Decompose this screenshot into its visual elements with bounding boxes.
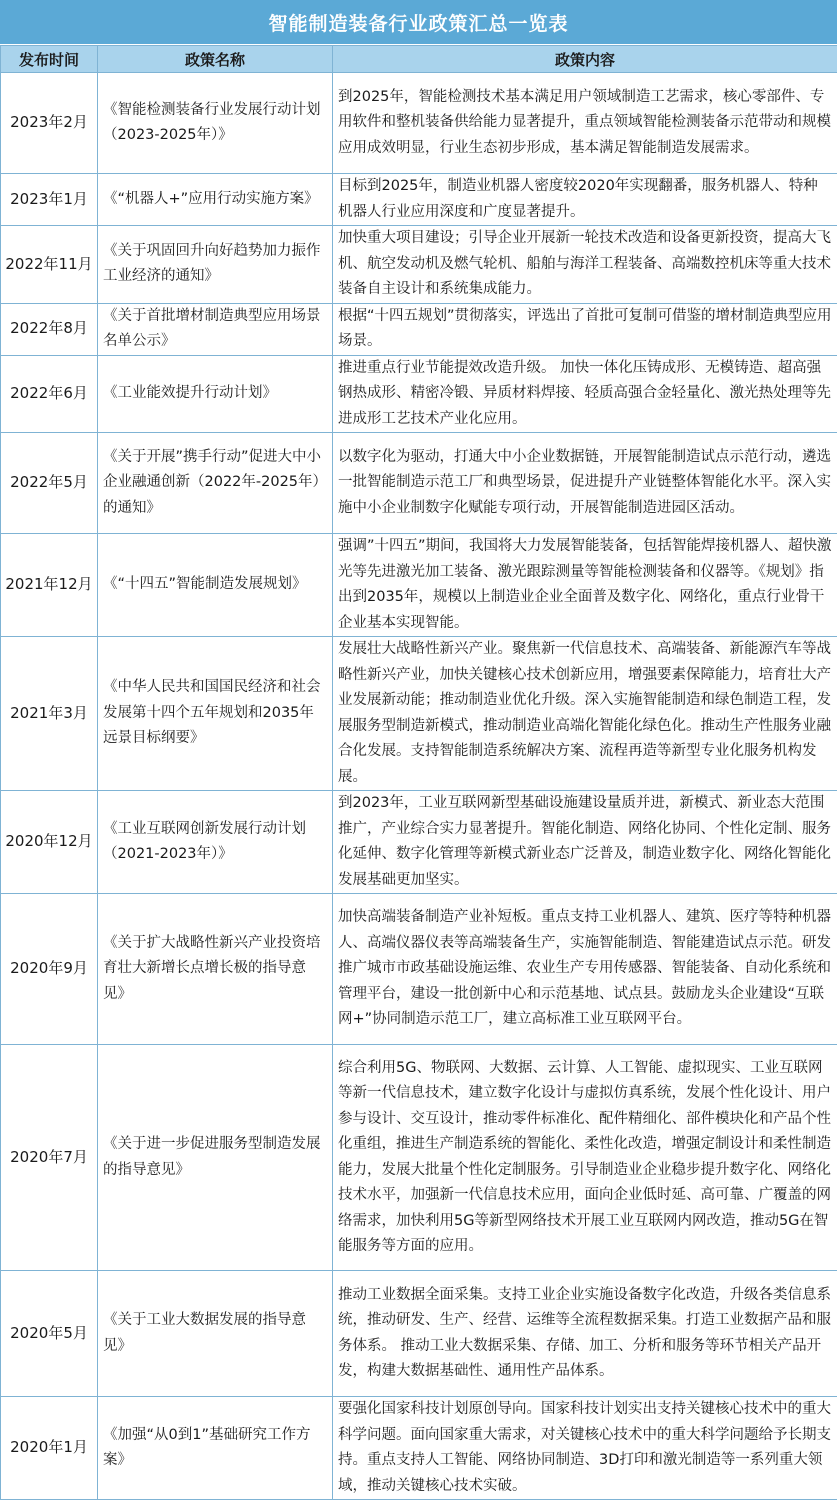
row-date: 2022年6月: [1, 355, 98, 433]
header-row: [1, 46, 837, 73]
row-policy-name: 《智能检测装备行业发展行动计划（2023-2025年）》: [98, 73, 333, 174]
row-policy-name: 《关于工业大数据发展的指导意见》: [98, 1271, 333, 1397]
row-policy-content: 到2025年，智能检测技术基本满足用户领域制造工艺需求，核心零部件、专用软件和整机装备供给能力显著提升，重点领域智能检测装备示范带动和规模应用成效明显，行业生态初步形成，基本满足智能制造发展需求。: [333, 73, 837, 174]
row-date: 2022年5月: [1, 433, 98, 534]
row-policy-content: 加快高端装备制造产业补短板。重点支持工业机器人、建筑、医疗等特种机器人、高端仪器仪表等高端装备生产，实施智能制造、智能建造试点示范。研发推广城市市政基础设施运维、农业生产专用传感器、智能装备、自动化系统和管理平台，建设一批创新中心和示范基地、试点县。鼓励龙头企业建设“互联网+”协同制造示范工厂，建立高标准工业互联网平台。: [333, 894, 837, 1045]
table-row: [1, 1045, 837, 1271]
table-row: [1, 534, 837, 637]
row-date: 2023年2月: [1, 73, 98, 174]
row-policy-name: 《关于进一步促进服务型制造发展的指导意见》: [98, 1045, 333, 1271]
row-policy-content: 要强化国家科技计划原创导向。国家科技计划实出支持关键核心技术中的重大科学问题。面向国家重大需求，对关键核心技术中的重大科学问题给予长期支持。重点支持人工智能、网络协同制造、3D打印和激光制造等一系列重大领域，推动关键核心技术实破。: [333, 1397, 837, 1500]
row-date: 2020年7月: [1, 1045, 98, 1271]
row-policy-name: 《“十四五”智能制造发展规划》: [98, 534, 333, 637]
table-row: [1, 226, 837, 304]
row-policy-name: 《中华人民共和国国民经济和社会发展第十四个五年规划和2035年远景目标纲要》: [98, 637, 333, 791]
row-policy-content: 目标到2025年，制造业机器人密度较2020年实现翻番，服务机器人、特种机器人行业应用深度和广度显著提升。: [333, 174, 837, 226]
row-policy-content: 根据“十四五规划”贯彻落实，评选出了首批可复制可借鉴的增材制造典型应用场景。: [333, 303, 837, 355]
row-date: 2023年1月: [1, 174, 98, 226]
table-row: [1, 637, 837, 791]
row-policy-name: 《工业能效提升行动计划》: [98, 355, 333, 433]
row-date: 2020年9月: [1, 894, 98, 1045]
row-policy-name: 《关于开展”携手行动”促进大中小企业融通创新（2022年-2025年）的通知》: [98, 433, 333, 534]
row-date: 2022年11月: [1, 226, 98, 304]
table-row: [1, 1271, 837, 1397]
row-date: 2022年8月: [1, 303, 98, 355]
table-row: [1, 303, 837, 355]
row-policy-content: 发展壮大战略性新兴产业。聚焦新一代信息技术、高端装备、新能源汽车等战略性新兴产业，加快关键核心技术创新应用，增强要素保障能力，培育壮大产业发展新动能；推动制造业优化升级。深入实施智能制造和绿色制造工程，发展服务型制造新模式，推动制造业高端化智能化绿色化。推动生产性服务业融合化发展。支持智能制造系统解决方案、流程再造等新型专业化服务机构发展。: [333, 637, 837, 791]
row-date: 2021年12月: [1, 534, 98, 637]
row-policy-name: 《“机器人+”应用行动实施方案》: [98, 174, 333, 226]
row-date: 2020年5月: [1, 1271, 98, 1397]
table-title: 智能制造装备行业政策汇总一览表: [0, 0, 837, 45]
row-policy-name: 《关于巩固回升向好趋势加力振作工业经济的通知》: [98, 226, 333, 304]
header-content: 政策内容: [333, 46, 837, 73]
table-row: [1, 1397, 837, 1500]
table-row: [1, 174, 837, 226]
table-row: [1, 791, 837, 894]
table-row: [1, 433, 837, 534]
row-policy-content: 加快重大项目建设；引导企业开展新一轮技术改造和设备更新投资，提高大飞机、航空发动机及燃气轮机、船舶与海洋工程装备、高端数控机床等重大技术装备自主设计和系统集成能力。: [333, 226, 837, 304]
row-date: 2020年12月: [1, 791, 98, 894]
policy-table: [0, 45, 837, 1500]
header-date: 发布时间: [1, 46, 98, 73]
row-policy-content: 推进重点行业节能提效改造升级。 加快一体化压铸成形、无模铸造、超高强钢热成形、精密冷锻、异质材料焊接、轻质高强合金轻量化、激光热处理等先进成形工艺技术产业化应用。: [333, 355, 837, 433]
table-row: [1, 894, 837, 1045]
row-policy-content: 强调”十四五”期间，我国将大力发展智能装备，包括智能焊接机器人、超快激光等先进激光加工装备、激光跟踪测量等智能检测装备和仪器等。《规划》指出到2035年，规模以上制造业企业全面普及数字化、网络化，重点行业骨干企业基本实现智能。: [333, 534, 837, 637]
row-policy-content: 到2023年，工业互联网新型基础设施建设量质并进，新模式、新业态大范围推广，产业综合实力显著提升。智能化制造、网络化协同、个性化定制、服务化延伸、数字化管理等新模式新业态广泛普及，制造业数字化、网络化智能化发展基础更加坚实。: [333, 791, 837, 894]
row-policy-content: 综合利用5G、物联网、大数据、云计算、人工智能、虚拟现实、工业互联网等新一代信息技术，建立数字化设计与虚拟仿真系统，发展个性化设计、用户参与设计、交互设计，推动零件标准化、配件精细化、部件模块化和产品个性化重组，推进生产制造系统的智能化、柔性化改造，增强定制设计和柔性制造能力，发展大批量个性化定制服务。引导制造业企业稳步提升数字化、网络化技术水平，加强新一代信息技术应用，面向企业低时延、高可靠、广覆盖的网络需求，加快利用5G等新型网络技术开展工业互联网内网改造，推动5G在智能服务等方面的应用。: [333, 1045, 837, 1271]
table-row: [1, 355, 837, 433]
row-policy-content: 推动工业数据全面采集。支持工业企业实施设备数字化改造，升级各类信息系统，推动研发、生产、经营、运维等全流程数据采集。打造工业数据产品和服务体系。 推动工业大数据采集、存储、加工、分析和服务等环节相关产品开发，构建大数据基础性、通用性产品体系。: [333, 1271, 837, 1397]
row-policy-content: 以数字化为驱动，打通大中小企业数据链，开展智能制造试点示范行动，遴选一批智能制造示范工厂和典型场景，促进提升产业链整体智能化水平。深入实施中小企业制数字化赋能专项行动，开展智能制造进园区活动。: [333, 433, 837, 534]
row-policy-name: 《加强“从0到1”基础研究工作方案》: [98, 1397, 333, 1500]
table-row: [1, 73, 837, 174]
row-policy-name: 《关于首批增材制造典型应用场景名单公示》: [98, 303, 333, 355]
row-date: 2021年3月: [1, 637, 98, 791]
header-name: 政策名称: [98, 46, 333, 73]
row-policy-name: 《关于扩大战略性新兴产业投资培育壮大新增长点增长极的指导意见》: [98, 894, 333, 1045]
row-policy-name: 《工业互联网创新发展行动计划（2021-2023年）》: [98, 791, 333, 894]
row-date: 2020年1月: [1, 1397, 98, 1500]
